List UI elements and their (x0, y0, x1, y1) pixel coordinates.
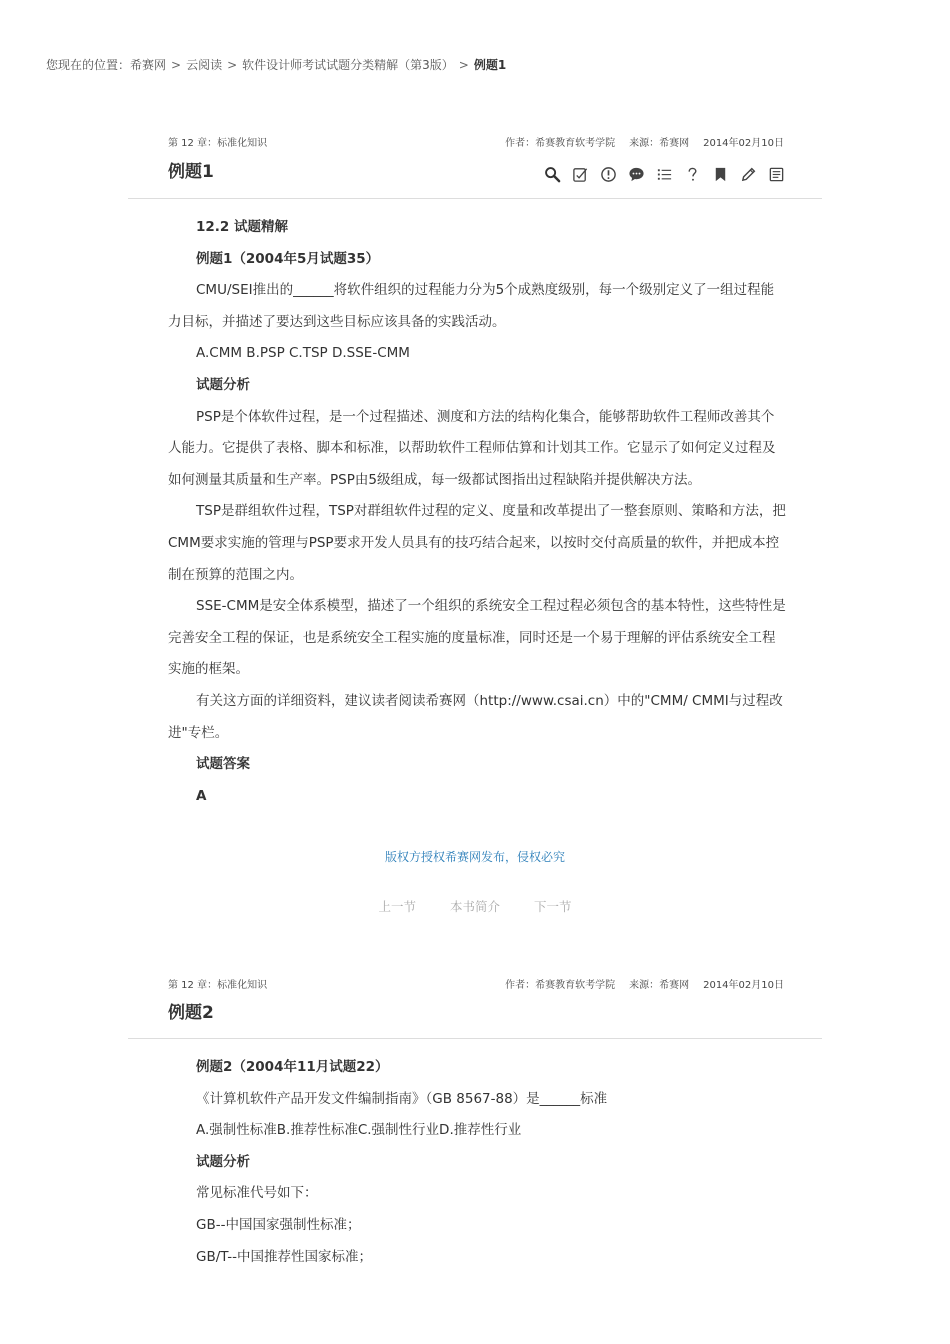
chapter-nav (0, 897, 950, 915)
paragraph: 常见标准代号如下： (196, 1185, 318, 1202)
author-label: 作者：希赛教育软考学院 (505, 980, 616, 991)
paragraph: A.强制性标准B.推荐性标准C.强制性行业D.推荐性行业 (196, 1122, 522, 1139)
paragraph: GB--中国国家强制性标准； (196, 1216, 361, 1233)
paragraph: A.CMM B.PSP C.TSP D.SSE-CMM (196, 345, 410, 362)
header-divider (128, 198, 822, 199)
source-label: 来源：希赛网 (629, 138, 690, 149)
article-toolbar (541, 163, 793, 185)
next-section-link[interactable]: 下一节 (534, 899, 572, 914)
article-content (168, 212, 786, 812)
search-icon[interactable] (541, 163, 563, 185)
bookmark-icon[interactable] (709, 163, 731, 185)
section-heading: 12.2 试题精解 (196, 219, 289, 235)
breadcrumb: 您现在的位置：希赛网 > 云阅读 > 软件设计师考试试题分类精解（第3版） > 例题1 (46, 58, 507, 72)
paragraph: 有关这方面的详细资料，建议读者阅读希赛网（http://www.csai.cn）中的"CMM/ CMMI与过程改进"专栏。 (168, 692, 783, 741)
section-heading: 试题分析 (196, 1153, 250, 1170)
paragraph: GB/T--中国推荐性国家标准； (196, 1248, 373, 1265)
section-heading: 例题1（2004年5月试题35） (196, 250, 380, 267)
article-title: 例题1 (168, 162, 214, 182)
breadcrumb-item-book[interactable]: 软件设计师考试试题分类精解（第3版） (242, 58, 454, 72)
note-icon[interactable] (569, 163, 591, 185)
list-icon[interactable] (653, 163, 675, 185)
paragraph: CMU/SEI推出的______将软件组织的过程能力分为5个成熟度级别，每一个级别定义了一组过程能力目标，并描述了要达到这些目标应该具备的实践活动。 (168, 282, 775, 330)
paragraph: PSP是个体软件过程，是一个过程描述、测度和方法的结构化集合，能够帮助软件工程师改善其个人能力。它提供了表格、脚本和标准，以帮助软件工程师估算和计划其工作。它显示了如何定义过程及如何测量其质量和生产率。PSP由5级组成，每一级都试图指出过程缺陷并提供解决方法。 (168, 408, 776, 488)
paragraph: TSP是群组软件过程，TSP对群组软件过程的定义、度量和改革提出了一整套原则、策略和方法，把CMM要求实施的管理与PSP要求开发人员具有的技巧结合起来，以按时交付高质量的软件，并把成本控制在预算的范围之内。 (168, 503, 786, 583)
breadcrumb-item-cloud-read[interactable]: 云阅读 (186, 58, 223, 72)
section-heading: 试题分析 (196, 376, 250, 393)
section-heading: 例题2（2004年11月试题22） (196, 1059, 389, 1075)
paragraph: SSE-CMM是安全体系模型，描述了一个组织的系统安全工程过程必须包含的基本特性，这些特性是完善安全工程的保证，也是系统安全工程实施的度量标准，同时还是一个易于理解的评估系统安全工程实施的框架。 (168, 598, 786, 678)
section-heading: 试题答案 (196, 756, 250, 773)
paragraph: 《计算机软件产品开发文件编制指南》（GB 8567-88）是______标准 (196, 1090, 608, 1107)
error-report-icon[interactable] (597, 163, 619, 185)
source-label: 来源：希赛网 (629, 980, 690, 991)
breadcrumb-home[interactable]: 您现在的位置：希赛网 (46, 58, 167, 72)
prev-section-link[interactable]: 上一节 (378, 899, 416, 914)
comment-icon[interactable] (625, 163, 647, 185)
header-divider (128, 1038, 822, 1039)
date-label: 2014年02月10日 (703, 138, 784, 149)
breadcrumb-current: 例题1 (473, 58, 507, 72)
article-title: 例题2 (168, 1003, 214, 1023)
help-icon[interactable] (681, 163, 703, 185)
chapter-label: 第 12 章：标准化知识 (168, 138, 268, 149)
copyright-notice: 版权方授权希赛网发布，侵权必究 (384, 850, 565, 864)
chapter-label: 第 12 章：标准化知识 (168, 980, 268, 991)
author-label: 作者：希赛教育软考学院 (505, 138, 616, 149)
section-heading: A (196, 787, 207, 804)
edit-icon[interactable] (737, 163, 759, 185)
book-intro-link[interactable]: 本书简介 (449, 899, 500, 914)
date-label: 2014年02月10日 (703, 980, 784, 991)
article-content (168, 1052, 786, 1273)
document-icon[interactable] (765, 163, 787, 185)
